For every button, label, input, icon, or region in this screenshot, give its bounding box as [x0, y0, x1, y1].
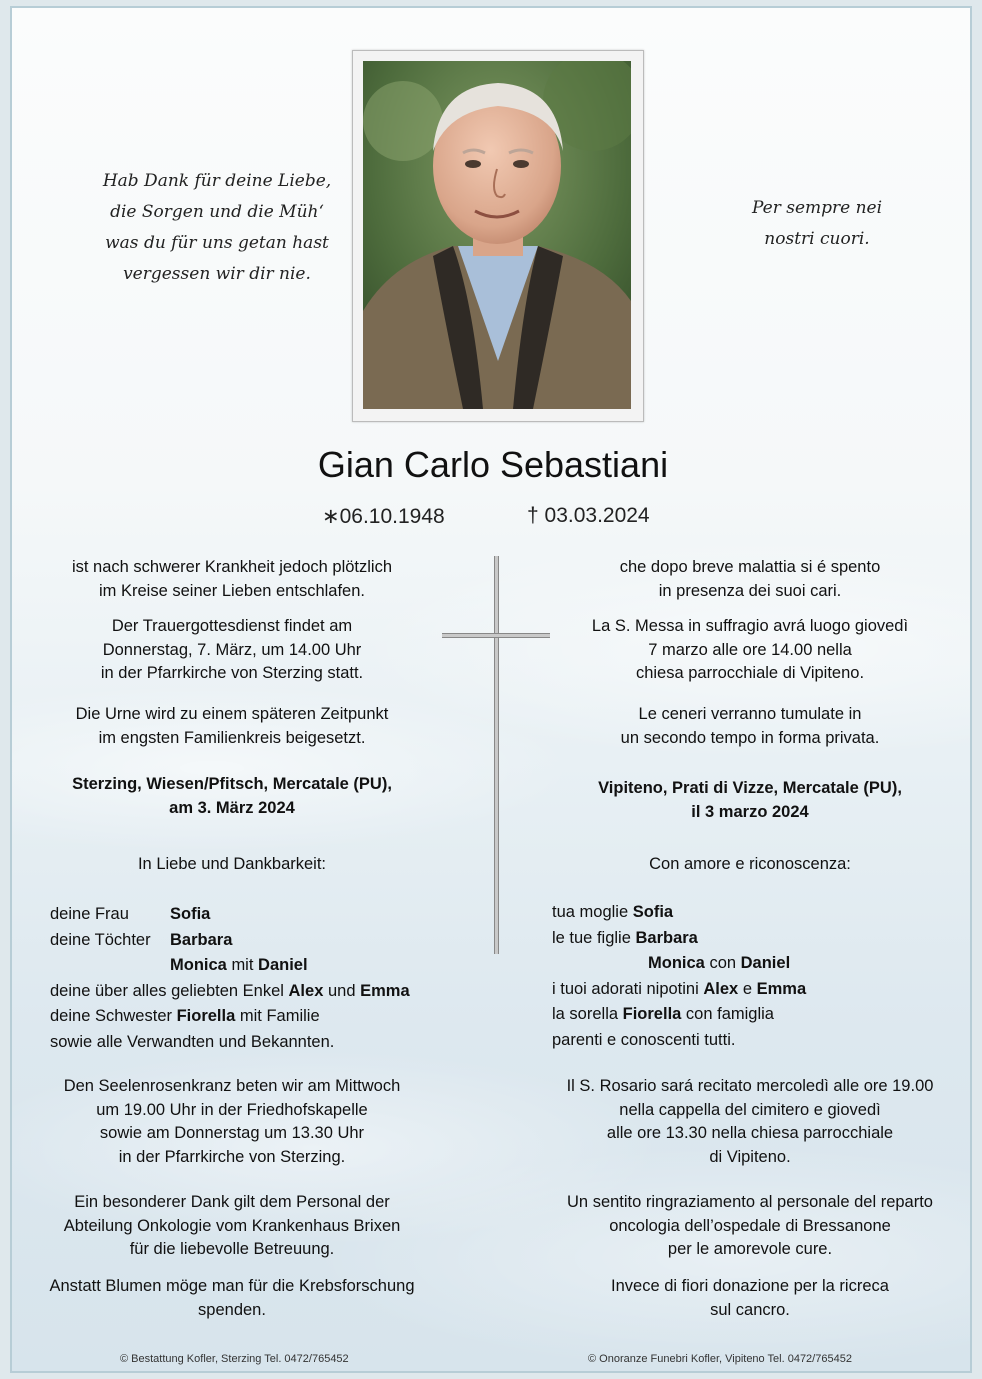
it-flowers: Invece di fiori donazione per la ricreca sul cancro.: [611, 1277, 889, 1319]
de-place-date: Sterzing, Wiesen/Pfitsch, Mercatale (PU), am 3. März 2024: [72, 775, 392, 817]
it-thanks: Un sentito ringraziamento al personale del reparto oncologia dell’ospedale di Bressanone per le amorevole cure.: [567, 1193, 933, 1258]
death-date: † 03.03.2024: [527, 504, 650, 527]
portrait-photo: [363, 61, 631, 409]
de-love: In Liebe und Dankbarkeit:: [137, 855, 327, 873]
it-service: La S. Messa in suffragio avrá luogo giovedì 7 marzo alle ore 14.00 nella chiesa parrocchiale di Vipiteno.: [591, 617, 909, 682]
cross-horizontal: [442, 633, 550, 638]
de-thanks: Ein besonderer Dank gilt dem Personal der Abteilung Onkologie vom Krankenhaus Brixen für die liebevolle Betreuung.: [63, 1193, 401, 1258]
portrait-illustration: [363, 61, 631, 409]
de-flowers: Anstatt Blumen möge man für die Krebsforschung spenden.: [49, 1277, 415, 1319]
de-footer: © Bestattung Kofler, Sterzing Tel. 0472/765452: [120, 1353, 349, 1365]
it-place-date: Vipiteno, Prati di Vizze, Mercatale (PU), il 3 marzo 2024: [598, 779, 902, 821]
de-rosary: Den Seelenrosenkranz beten wir am Mittwoch um 19.00 Uhr in der Friedhofskapelle sowie am Donnerstag um 13.30 Uhr in der Pfarrkirche von Sterzing.: [63, 1077, 401, 1166]
it-footer: © Onoranze Funebri Kofler, Vipiteno Tel. 0472/765452: [588, 1353, 852, 1365]
it-ashes: Le ceneri verranno tumulate in un secondo tempo in forma privata.: [620, 705, 880, 747]
it-announcement: che dopo breve malattia si é spento in presenza dei suoi cari.: [619, 558, 881, 600]
de-service: Der Trauergottesdienst findet am Donnerstag, 7. März, um 14.00 Uhr in der Pfarrkirche von Sterzing statt.: [100, 617, 364, 682]
portrait-frame: [352, 50, 644, 422]
it-rosary: Il S. Rosario sará recitato mercoledì alle ore 19.00 nella cappella del cimitero e giovedì alle ore 13.30 nella chiesa parrocchiale di Vipiteno.: [566, 1077, 934, 1166]
quote-german: Hab Dank für deine Liebe, die Sorgen und die Müh‘ was du für uns getan hast vergessen wir dir nie.: [102, 171, 332, 284]
de-family-list: deine Frau Sofia deine Töchter Barbara Monica mit Daniel deine über alles geliebten Enkel Alex und Emma deine Schwester Fiorella mit Familie sowie alle Verwandten und Bekannten.: [50, 905, 410, 1051]
quote-italian: Per sempre nei nostri cuori.: [751, 198, 883, 249]
it-family-list: tua moglie Sofia le tue figlie Barbara Monica con Daniel i tuoi adorati nipotini Alex e Emma la sorella Fiorella con famiglia parenti e conoscenti tutti.: [552, 903, 807, 1049]
cross-vertical: [494, 556, 499, 954]
birth-date: ∗06.10.1948: [322, 505, 445, 528]
deceased-name: Gian Carlo Sebastiani: [317, 444, 669, 485]
de-announcement: ist nach schwerer Krankheit jedoch plötzlich im Kreise seiner Lieben entschlafen.: [71, 558, 393, 600]
it-love: Con amore e riconoscenza:: [649, 855, 851, 873]
obituary-card: [10, 6, 972, 1373]
de-urn: Die Urne wird zu einem späteren Zeitpunkt im engsten Familienkreis beigesetzt.: [75, 705, 389, 747]
